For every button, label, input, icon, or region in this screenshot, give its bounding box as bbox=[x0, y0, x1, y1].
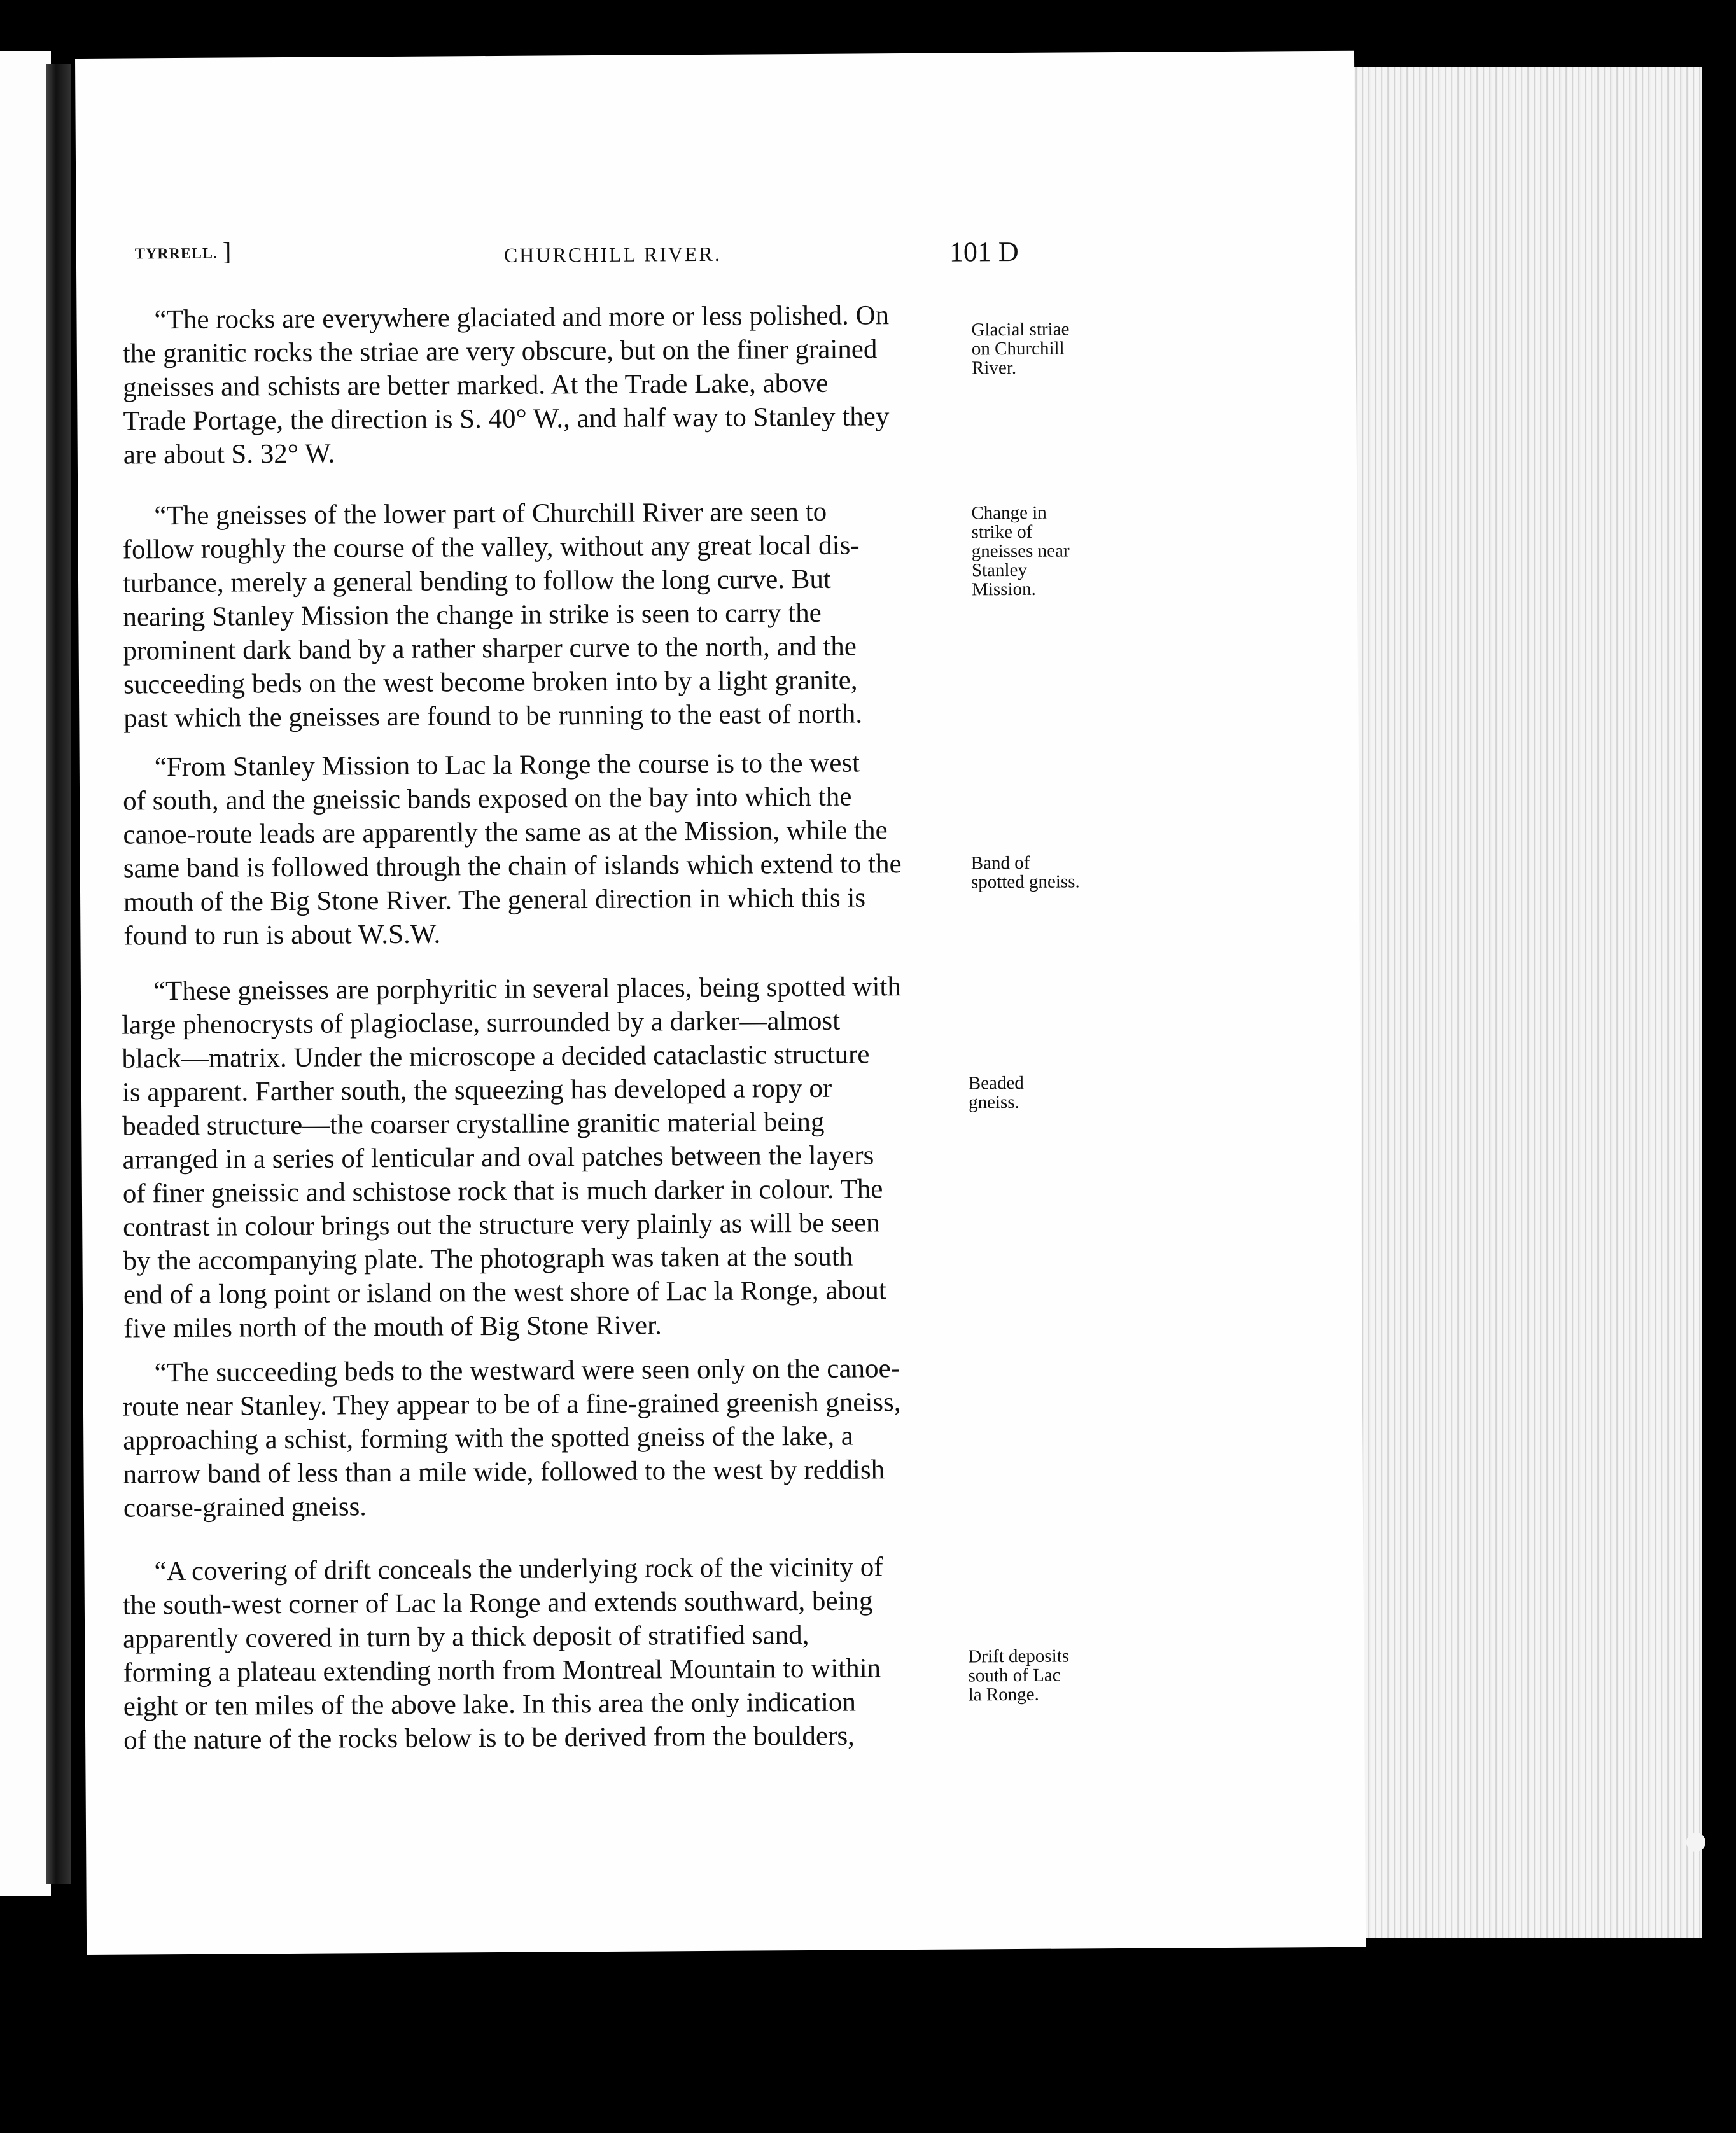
text-line: approaching a schist, forming with the spotted gneiss of the lake, a bbox=[123, 1421, 853, 1456]
text-line: is apparent. Farther south, the squeezing has developed a ropy or bbox=[122, 1073, 832, 1108]
text-line: narrow band of less than a mile wide, followed to the west by reddish bbox=[123, 1455, 885, 1490]
text-line: canoe-route leads are apparently the same as at the Mission, while the bbox=[123, 815, 888, 850]
running-head bbox=[135, 234, 1039, 278]
side-note-line: strike of bbox=[971, 521, 1033, 543]
side-note-line: Drift deposits bbox=[968, 1646, 1070, 1667]
side-note-glacial-striae bbox=[972, 319, 1106, 377]
side-note-line: gneiss. bbox=[968, 1091, 1019, 1113]
side-note-line: Change in bbox=[971, 502, 1047, 524]
text-line: succeeding beds on the west become broken into by a light granite, bbox=[123, 665, 858, 700]
side-note-line: Glacial striae bbox=[971, 319, 1070, 340]
book-binding bbox=[46, 64, 71, 1884]
text-line: the south-west corner of Lac la Ronge and extends southward, being bbox=[122, 1586, 873, 1621]
side-note-line: spotted gneiss. bbox=[970, 871, 1080, 893]
paragraph-succeeding-beds bbox=[122, 1352, 963, 1525]
paragraph-drift-deposits bbox=[122, 1550, 963, 1758]
text-line: same band is followed through the chain of islands which extend to the bbox=[123, 849, 902, 884]
side-note-line: la Ronge. bbox=[968, 1684, 1039, 1705]
side-note-band-spotted-gneiss bbox=[971, 853, 1105, 892]
page-number: 101 D bbox=[949, 235, 1019, 268]
text-line: prominent dark band by a rather sharper curve to the north, and the bbox=[123, 631, 857, 666]
side-note-line: Stanley bbox=[971, 559, 1028, 581]
text-line: mouth of the Big Stone River. The general direction in which this is bbox=[123, 883, 866, 918]
text-line: follow roughly the course of the valley, without any great local dis- bbox=[122, 530, 860, 565]
text-line: of the nature of the rocks below is to be derived from the boulders, bbox=[123, 1721, 855, 1756]
text-line: “These gneisses are porphyritic in several places, being spotted with bbox=[153, 972, 902, 1007]
paragraph-change-in-strike bbox=[122, 494, 963, 735]
text-line: “The gneisses of the lower part of Churchill River are seen to bbox=[154, 496, 827, 531]
book-page bbox=[75, 51, 1366, 1955]
text-line: gneisses and schists are better marked. At the Trade Lake, above bbox=[123, 368, 829, 403]
text-line: “The rocks are everywhere glaciated and more or less polished. On bbox=[154, 300, 890, 335]
side-note-line: Band of bbox=[970, 852, 1030, 874]
side-note-line: Beaded bbox=[968, 1072, 1024, 1094]
text-line: forming a plateau extending north from Montreal Mountain to within bbox=[123, 1653, 881, 1688]
running-head-title: CHURCHILL RIVER. bbox=[503, 242, 722, 267]
running-head-bracket: ] bbox=[222, 237, 232, 266]
side-note-line: gneisses near bbox=[971, 540, 1070, 562]
text-line: arranged in a series of lenticular and oval patches between the layers bbox=[122, 1140, 874, 1175]
left-page-edge bbox=[0, 51, 51, 1896]
side-note-line: River. bbox=[971, 357, 1017, 379]
running-head-author: TYRRELL. bbox=[134, 245, 218, 263]
text-line: “A covering of drift conceals the underlying rock of the vicinity of bbox=[154, 1552, 883, 1587]
text-line: large phenocrysts of plagioclase, surrounded by a darker—almost bbox=[122, 1005, 841, 1040]
text-line: five miles north of the mouth of Big Stone River. bbox=[123, 1310, 662, 1344]
text-line: coarse-grained gneiss. bbox=[123, 1492, 367, 1523]
page-tab bbox=[1686, 1833, 1705, 1852]
text-line: by the accompanying plate. The photograph was taken at the south bbox=[123, 1241, 853, 1276]
text-line: “From Stanley Mission to Lac la Ronge the course is to the west bbox=[154, 748, 860, 783]
text-line: route near Stanley. They appear to be of a fine-grained greenish gneiss, bbox=[122, 1387, 901, 1422]
side-note-line: Mission. bbox=[972, 578, 1036, 600]
text-line: past which the gneisses are found to be running to the east of north. bbox=[123, 699, 863, 734]
text-line: apparently covered in turn by a thick deposit of stratified sand, bbox=[123, 1620, 809, 1654]
text-line: turbance, merely a general bending to follow the long curve. But bbox=[122, 564, 832, 599]
side-note-change-in-strike bbox=[971, 503, 1105, 599]
text-line: are about S. 32° W. bbox=[123, 438, 335, 470]
paragraph-glacial-striae bbox=[122, 298, 963, 472]
text-line: of finer gneissic and schistose rock that is much darker in colour. The bbox=[122, 1174, 883, 1209]
paragraph-band-spotted-gneiss bbox=[123, 746, 964, 953]
text-line: contrast in colour brings out the structure very plainly as will be seen bbox=[123, 1208, 880, 1243]
text-line: nearing Stanley Mission the change in strike is seen to carry the bbox=[123, 598, 822, 633]
text-line: end of a long point or island on the west shore of Lac la Ronge, about bbox=[123, 1275, 886, 1310]
side-note-drift-deposits bbox=[968, 1646, 1102, 1704]
text-line: beaded structure—the coarser crystalline granitic material being bbox=[122, 1107, 825, 1142]
side-note-line: south of Lac bbox=[968, 1665, 1061, 1686]
text-line: “The succeeding beds to the westward were seen only on the canoe- bbox=[154, 1353, 900, 1388]
text-line: of south, and the gneissic bands exposed on the bay into which the bbox=[122, 781, 852, 816]
side-note-beaded-gneiss bbox=[969, 1073, 1102, 1112]
text-line: the granitic rocks the striae are very obscure, but on the finer grained bbox=[122, 334, 878, 369]
side-note-line: on Churchill bbox=[971, 338, 1065, 360]
paragraph-beaded-gneiss bbox=[122, 970, 964, 1346]
text-line: Trade Portage, the direction is S. 40° W., and half way to Stanley they bbox=[123, 402, 890, 437]
text-line: black—matrix. Under the microscope a decided cataclastic structure bbox=[122, 1039, 870, 1074]
text-line: eight or ten miles of the above lake. In this area the only indication bbox=[123, 1687, 857, 1722]
text-line: found to run is about W.S.W. bbox=[123, 919, 441, 951]
